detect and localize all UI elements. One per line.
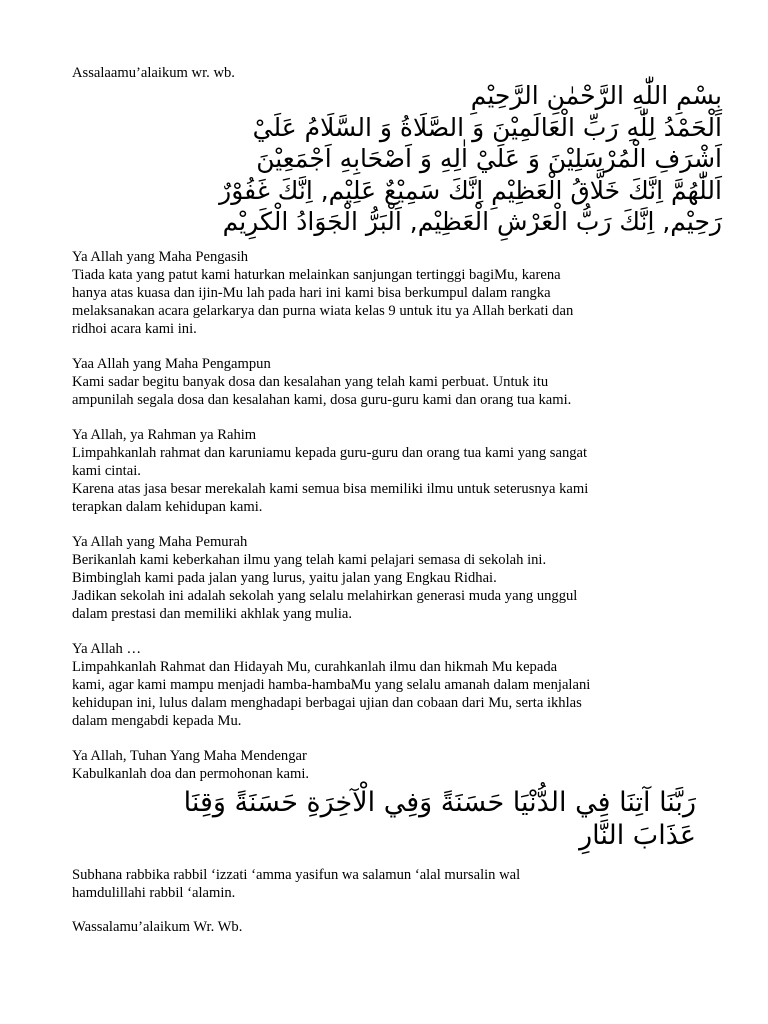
paragraph-heading: Ya Allah yang Maha Pemurah [72, 534, 248, 550]
paragraph-line: kami, agar kami mampu menjadi hamba-hambaMu yang selalu amanah dalam menjalani [72, 677, 591, 693]
arabic-intro-line: بِسْمِ اللّٰهِ الرَّحْمٰنِ الرَّحِيْمِ [470, 81, 722, 110]
paragraph-heading: Yaa Allah yang Maha Pengampun [72, 356, 271, 372]
paragraph-line: melaksanakan acara gelarkarya dan purna wiata kelas 9 untuk itu ya Allah berkati dan [72, 303, 574, 319]
arabic-closing-line: عَذَابَ النَّارِ [579, 820, 696, 851]
closing-greeting: Wassalamu’alaikum Wr. Wb. [72, 919, 243, 935]
opening-greeting: Assalaamu’alaikum wr. wb. [72, 65, 235, 81]
prayer-paragraph-mendengar [72, 747, 712, 783]
arabic-intro-line: اَللّٰهُمَّ اِنَّكَ خَلَّاقُ الْعَظِيْمِ اِنَّكَ سَمِيْعٌ عَلِيْم, اِنَّكَ غَفُوْرٌ [219, 175, 722, 205]
paragraph-heading: Ya Allah yang Maha Pengasih [72, 249, 249, 265]
paragraph-line: dalam prestasi dan memiliki akhlak yang mulia. [72, 606, 353, 622]
paragraph-line: hanya atas kuasa dan ijin-Mu lah pada hari ini kami bisa berkumpul dalam rangka [72, 285, 551, 301]
prayer-paragraph-pemurah [72, 533, 712, 623]
arabic-closing-prayer [120, 786, 696, 852]
paragraph-line: Tiada kata yang patut kami haturkan melainkan sanjungan tertinggi bagiMu, karena [72, 267, 561, 283]
paragraph-line: dalam mengabdi kepada Mu. [72, 713, 242, 729]
paragraph-line: ampunilah segala dosa dan kesalahan kami, dosa guru-guru kami dan orang tua kami. [72, 392, 572, 408]
paragraph-line: Jadikan sekolah ini adalah sekolah yang selalu melahirkan generasi muda yang unggul [72, 588, 578, 604]
arabic-opening-prayer [96, 80, 722, 238]
closing-line: Subhana rabbika rabbil ‘izzati ‘amma yasifun wa salamun ‘alal mursalin wal [72, 867, 521, 883]
paragraph-line: terapkan dalam kehidupan kami. [72, 499, 263, 515]
paragraph-line: kami cintai. [72, 463, 141, 479]
paragraph-heading: Ya Allah … [72, 641, 142, 657]
prayer-paragraph-rahman-rahim [72, 426, 712, 516]
paragraph-line: Limpahkanlah rahmat dan karuniamu kepada guru-guru dan orang tua kami yang sangat [72, 445, 588, 461]
paragraph-heading: Ya Allah, Tuhan Yang Maha Mendengar [72, 748, 307, 764]
paragraph-line: Limpahkanlah Rahmat dan Hidayah Mu, curahkanlah ilmu dan hikmah Mu kepada [72, 659, 558, 675]
prayer-paragraph-pengampun [72, 355, 712, 409]
prayer-paragraph-ya-allah [72, 640, 712, 730]
arabic-intro-line: اَلْحَمْدُ لِلّٰهِ رَبِّ الْعَالَمِيْنَ وَ الصَّلَاةُ وَ السَّلَامُ عَلَيْ [252, 112, 722, 142]
paragraph-line: kehidupan ini, lulus dalam menghadapi berbagai ujian dan cobaan dari Mu, serta ikhlas [72, 695, 582, 711]
closing-doa [72, 866, 712, 902]
arabic-intro-line: رَحِيْم, اِنَّكَ رَبُّ الْعَرْشِ الْعَظِيْم, اَلْبَرُّ الْجَوَادُ الْكَرِيْم [222, 207, 722, 236]
paragraph-line: Kami sadar begitu banyak dosa dan kesalahan yang telah kami perbuat. Untuk itu [72, 374, 549, 390]
prayer-body [72, 248, 712, 800]
paragraph-heading: Ya Allah, ya Rahman ya Rahim [72, 427, 257, 443]
closing-line: hamdulillahi rabbil ‘alamin. [72, 885, 236, 901]
paragraph-line: Bimbinglah kami pada jalan yang lurus, yaitu jalan yang Engkau Ridhai. [72, 570, 497, 586]
paragraph-line: Kabulkanlah doa dan permohonan kami. [72, 766, 310, 782]
prayer-paragraph-pengasih [72, 248, 712, 338]
paragraph-line: Berikanlah kami keberkahan ilmu yang telah kami pelajari semasa di sekolah ini. [72, 552, 547, 568]
arabic-closing-line: رَبَّنَا آتِنَا فِي الدُّنْيَا حَسَنَةً وَفِي الْآخِرَةِ حَسَنَةً وَقِنَا [183, 787, 696, 818]
paragraph-line: Karena atas jasa besar merekalah kami semua bisa memiliki ilmu untuk seterusnya kami [72, 481, 589, 497]
arabic-intro-line: اَشْرَفِ الْمُرْسَلِيْنَ وَ عَلَيْ اٰلِهِ وَ اَصْحَابِهِ اَجْمَعِيْنَ [256, 144, 722, 173]
paragraph-line: ridhoi acara kami ini. [72, 321, 197, 337]
